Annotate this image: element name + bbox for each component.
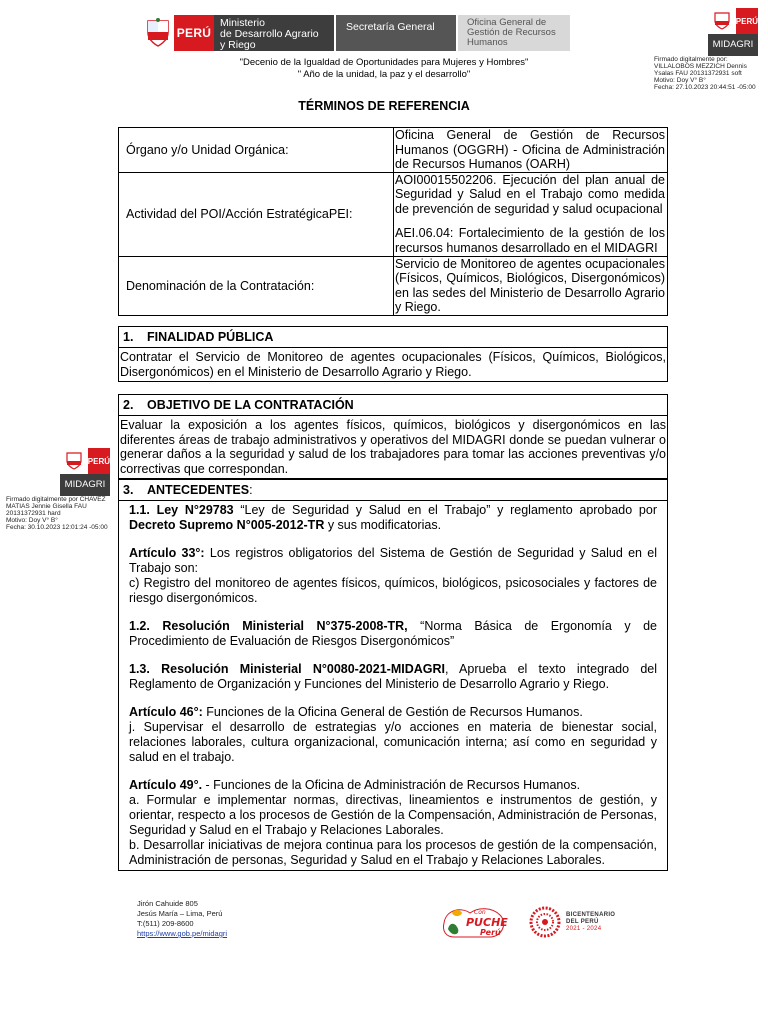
table-cell-value: Oficina General de Gestión de Recursos Humanos (OGGRH) - Oficina de Administración de Recursos Humanos (OARH) [394,128,668,173]
ministerio-label: Ministerio de Desarrollo Agrario y Riego [214,15,334,51]
table-row [119,128,668,173]
table-cell-value: Servicio de Monitoreo de agentes ocupacionales (Físicos, Químicos, Biológicos, Disergonómicos) en las sedes del Ministerio de Desarrollo Agrario y Riego. [394,256,668,315]
articulo-46-item-j: j. Supervisar el desarrollo de estrategias y/o acciones en materia de bienestar social, relaciones laborales, cultura organizacional, comunicación interna; así como en seguridad y salud en el trabajo. [129,720,657,764]
bicentenario-icon [528,905,562,939]
table-row [119,256,668,315]
midagri-stamp-logo-right: PERÚ MIDAGRI [708,8,758,56]
coat-of-arms-icon [708,8,736,34]
articulo-33: Artículo 33°: Los registros obligatorios del Sistema de Gestión de Seguridad y Salud en el Trabajo son: [129,546,657,575]
svg-text:PUCHE: PUCHE [466,916,508,929]
coat-of-arms-icon [142,15,174,51]
midagri-website-link[interactable]: https://www.gob.pe/midagri [137,929,228,938]
signature-info-left: Firmado digitalmente por CHAVEZ MATIAS Jennie Gisella FAU 20131372931 hard Motivo: Doy V° B° Fecha: 30.10.2023 12:01:24 -05:00 [6,496,108,531]
main-content [118,326,668,871]
table-cell-label: Órgano y/o Unidad Orgánica: [119,128,394,173]
bicentenario-logo: BICENTENARIO DEL PERÚ 2021 - 2024 [528,905,615,939]
decenio-slogan: "Decenio de la Igualdad de Oportunidades para Mujeres y Hombres" " Año de la unidad, la paz y el desarrollo" [239,57,529,80]
table-cell-label: Actividad del POI/Acción EstratégicaPEI: [119,172,394,256]
section-body-objetivo: Evaluar la exposición a los agentes físicos, químicos, biológicos y disergonómicos en las diferentes áreas de trabajo administrativos y operativos del MIDAGRI donde se puedan vulnerar o generar daños a la seguridad y salud de los trabajadores para tomar las acciones preventivas y/o correctivas que correspondan. [118,416,668,479]
svg-text:Con: Con [474,909,486,916]
antecedente-ley-29783: 1.1. Ley N°29783 “Ley de Seguridad y Salud en el Trabajo” y reglamento aprobado por Decreto Supremo N°005-2012-TR y sus modificatorias. [129,503,657,532]
articulo-49: Artículo 49°. - Funciones de la Oficina de Administración de Recursos Humanos. [129,778,581,792]
signature-info-right: Firmado digitalmente por: VILLALOBOS MEZZICH Dennis Ysalas FAU 20131372931 soft Motivo: Doy V° B° Fecha: 27.10.2023 20:44:51 -05:00 [654,56,756,91]
peru-label: PERÚ [174,15,214,51]
section-heading-objetivo: 2. OBJETIVO DE LA CONTRATACIÓN [118,394,668,416]
svg-text:Perú: Perú [480,928,501,937]
articulo-33-item-c: c) Registro del monitoreo de agentes físicos, químicos, biológicos, psicosociales y factores de riesgo disergonómicos. [129,576,657,605]
antecedente-rm-0080: 1.3. Resolución Ministerial N°0080-2021-MIDAGRI, Aprueba el texto integrado del Reglamento de Organización y Funciones del Ministerio de Desarrollo Agrario y Riego. [129,662,657,691]
oficina-label: Oficina General de Gestión de Recursos Humanos [458,15,570,51]
articulo-49-item-a: a. Formular e implementar normas, directivas, lineamientos e instrumentos de gestión, y orientar, respecto a los procesos de Gestión de la Compensación, Administración de Personas, Seguridad y Salud en el Trabajo y Relaciones Laborales. [129,793,657,837]
table-cell-value: AOI00015502206. Ejecución del plan anual de Seguridad y Salud en el Trabajo como medida de prevención de seguridad y salud ocupacional AEI.06.04: Fortalecimiento de la gestión de los recursos humanos desarrollado en el MIDAGRI [394,172,668,256]
footer-address: Jirón Cahuide 805 Jesús María – Lima, Perú T:(511) 209-8600 https://www.gob.pe/midagri [137,899,228,938]
header-banner [142,15,570,51]
document-title: TÉRMINOS DE REFERENCIA [298,99,470,113]
con-puche-peru-logo [440,903,512,948]
section-heading-antecedentes: 3. ANTECEDENTES: [118,479,668,501]
midagri-stamp-logo-left: PERÚ MIDAGRI [60,448,110,496]
section-body-finalidad: Contratar el Servicio de Monitoreo de agentes ocupacionales (Físicos, Químicos, Biológicos, Disergonómicos) en el Ministerio de Desarrollo Agrario y Riego. [118,348,668,382]
antecedente-rm-375: 1.2. Resolución Ministerial N°375-2008-TR, “Norma Básica de Ergonomía y de Procedimiento de Evaluación de Riesgos Disergonómicos” [129,619,657,648]
table-row [119,172,668,256]
secretaria-label: Secretaría General [336,15,456,51]
section-body-antecedentes [118,501,668,871]
info-table [118,127,668,316]
articulo-46: Artículo 46°: Funciones de la Oficina General de Gestión de Recursos Humanos. [129,705,583,719]
coat-of-arms-icon [60,448,88,474]
section-heading-finalidad: 1. FINALIDAD PÚBLICA [118,326,668,348]
table-cell-label: Denominación de la Contratación: [119,256,394,315]
articulo-49-item-b: b. Desarrollar iniciativas de mejora continua para los procesos de gestión de la compensación, Administración de personas, Seguridad y Salud en el Trabajo y Relaciones Laborales. [129,838,657,867]
